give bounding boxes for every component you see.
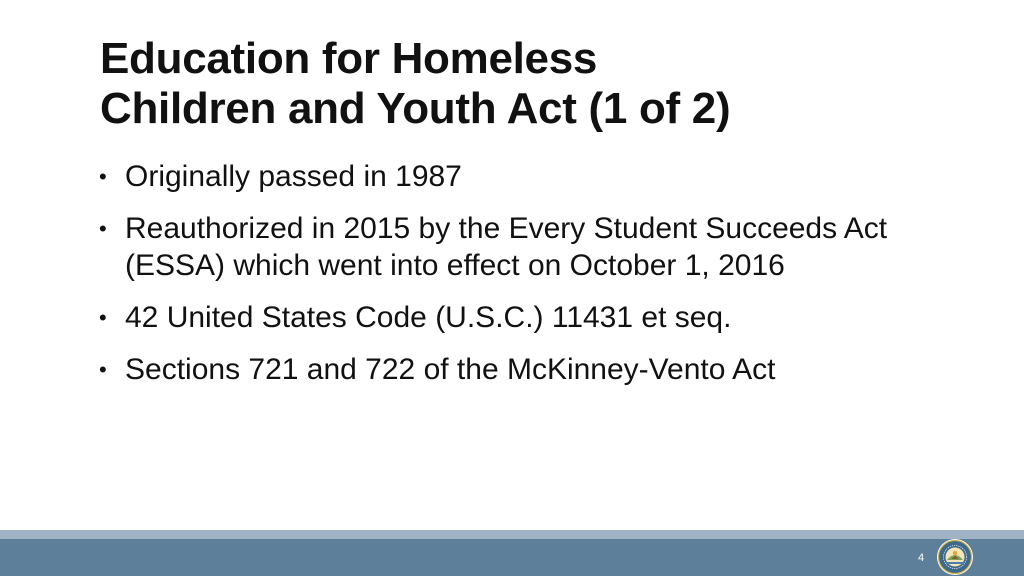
footer-bar	[0, 539, 1024, 576]
slide-title-line-1: Education for Homeless	[100, 34, 598, 83]
bullet-dot-icon: •	[99, 216, 107, 241]
bullet-item	[96, 158, 956, 195]
bullet-dot-icon: •	[99, 305, 107, 330]
bullet-item	[96, 351, 956, 388]
bullet-text: Reauthorized in 2015 by the Every Student Succeeds Act (ESSA) which went into effect on October 1, 2016	[125, 212, 888, 282]
bullet-dot-icon: •	[99, 357, 107, 382]
bullet-text: Originally passed in 1987	[125, 160, 462, 193]
bullet-dot-icon: •	[99, 164, 107, 189]
bullet-item	[96, 210, 956, 284]
page-number: 4	[918, 552, 925, 564]
footer-stripe	[0, 530, 1024, 539]
slide-title-line-2: Children and Youth Act (1 of 2)	[100, 84, 731, 133]
slide-title	[100, 34, 980, 134]
bullet-text: 42 United States Code (U.S.C.) 11431 et seq.	[125, 301, 732, 334]
bullet-text: Sections 721 and 722 of the McKinney-Vento Act	[125, 353, 776, 386]
bullet-item	[96, 299, 956, 336]
department-seal-icon	[936, 538, 974, 576]
bullet-list	[96, 158, 956, 403]
